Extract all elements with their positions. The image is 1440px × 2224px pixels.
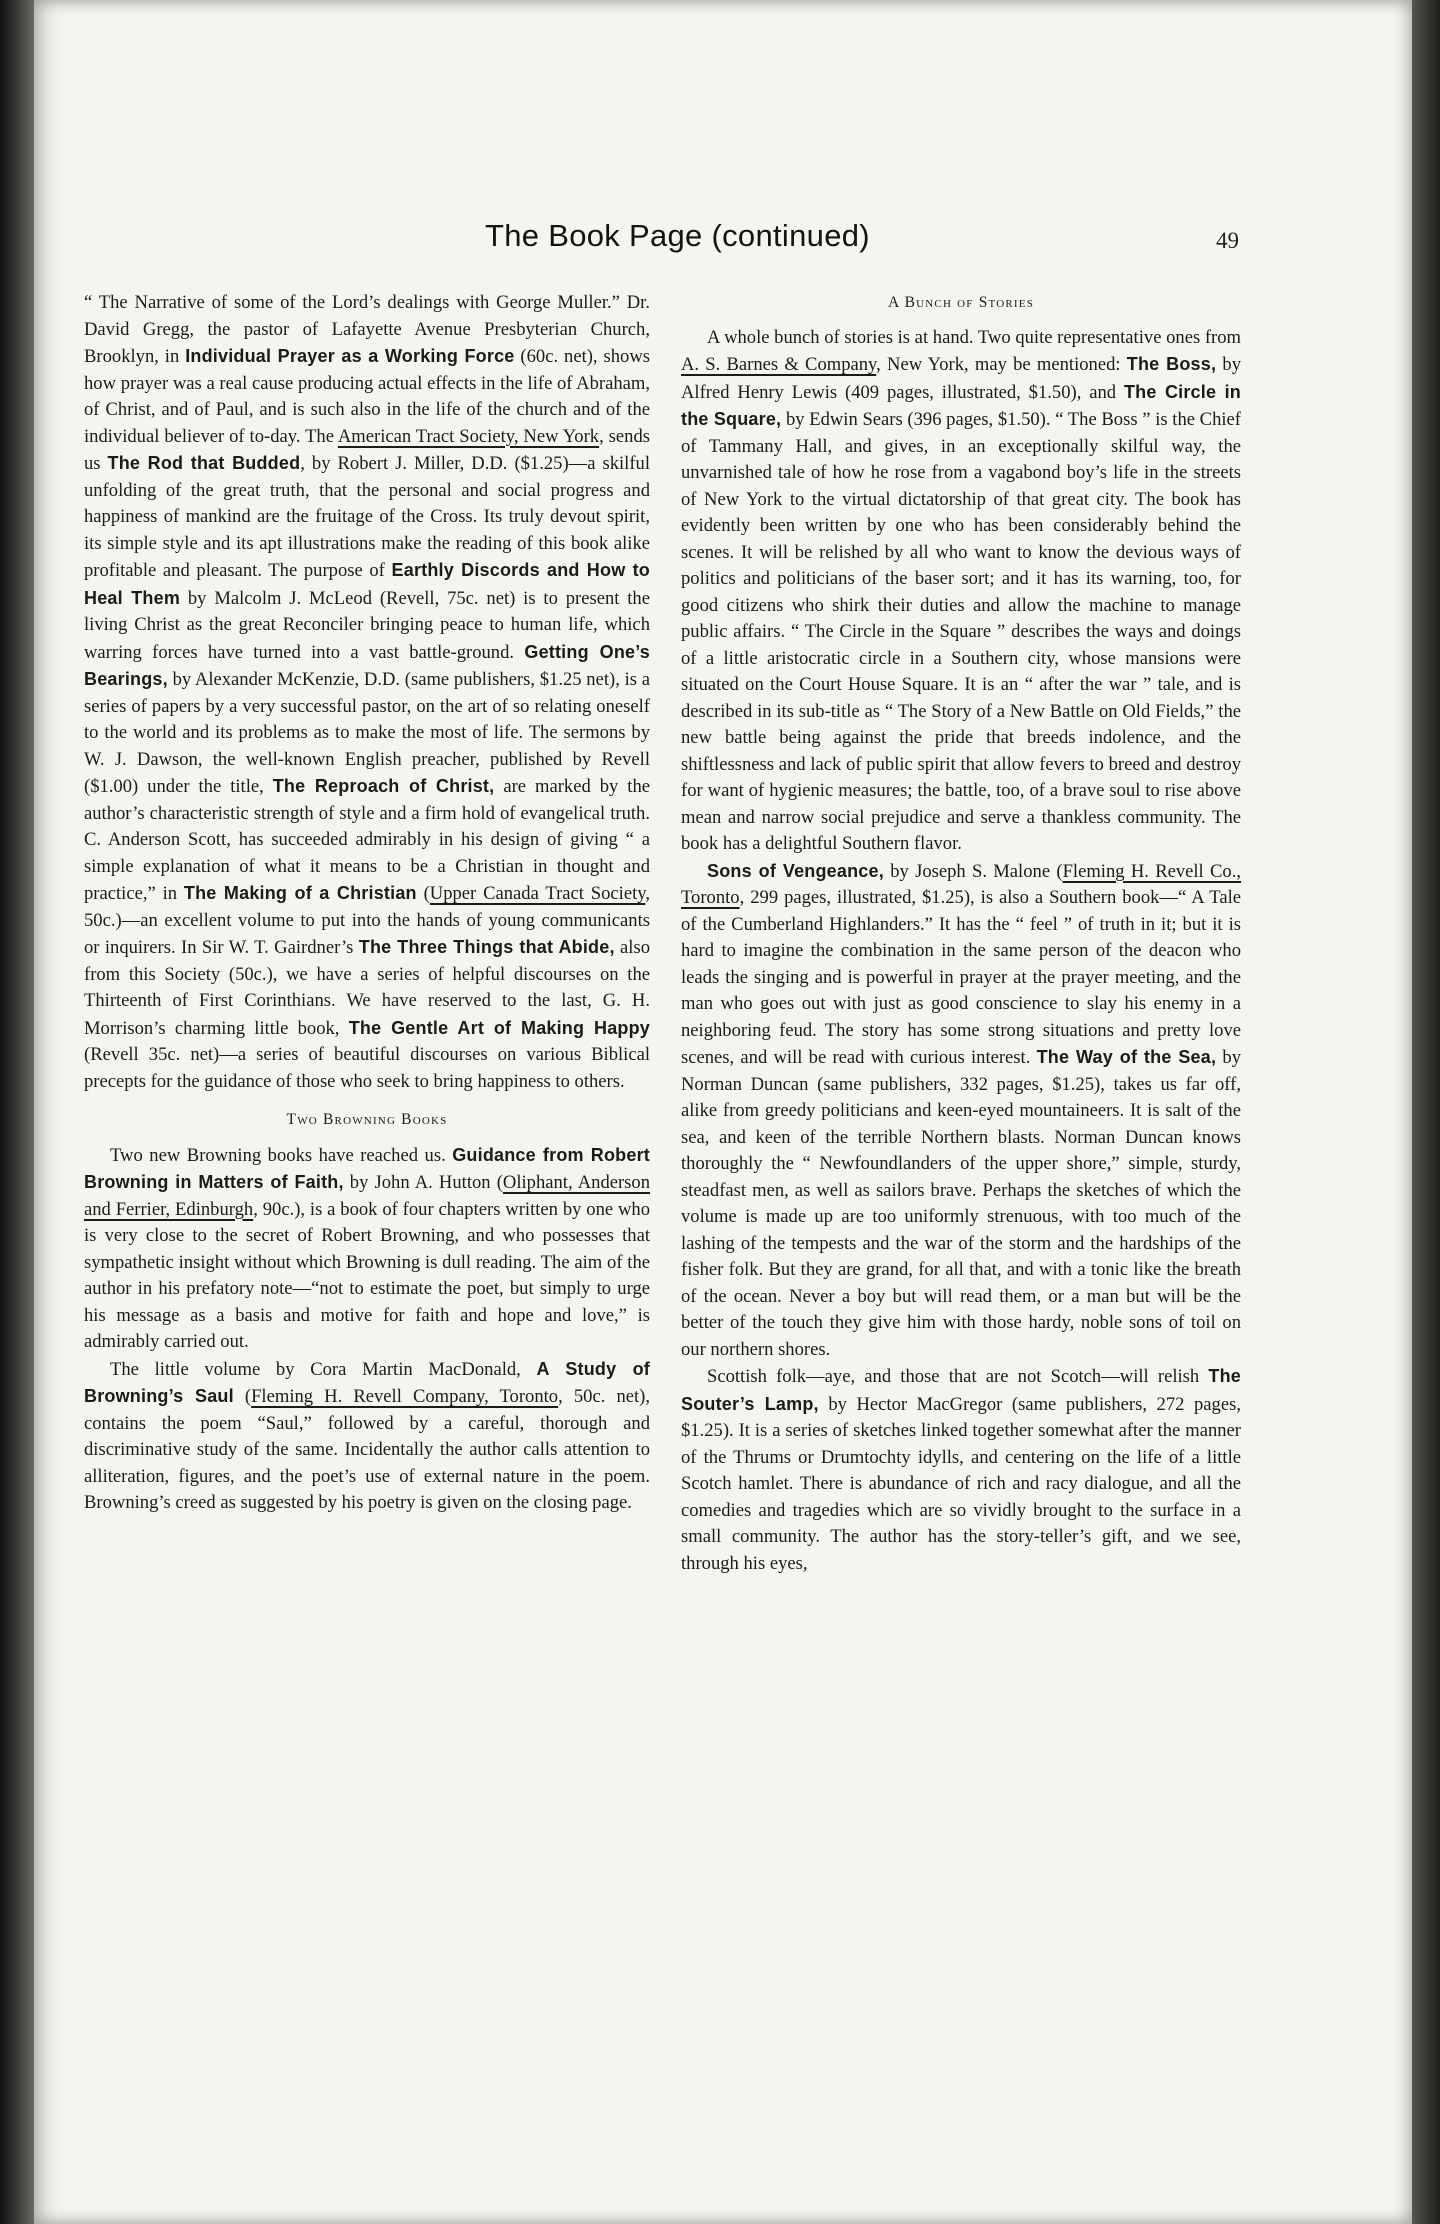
- section-heading-bunch-of-stories: A Bunch of Stories: [887, 294, 1035, 311]
- publisher-underlined: Upper Canada Tract Society: [429, 883, 646, 904]
- paragraph-browning-saul: The little volume by Cora Martin MacDonald, A Study of Browning’s Saul (Fleming H. Revell Company, Toronto, 50c. net), contains the poem “Saul,” followed by a careful, thorough and discriminative study of the same. Incidentally the author calls attention to alliteration, figures, and the poet’s use of external nature in the poem. Browning’s creed as suggested by his poetry is given on the closing page.: [84, 1358, 651, 1513]
- section-heading-two-browning-books: Two Browning Books: [286, 1111, 448, 1128]
- book-title: Getting One’s Bearings,: [84, 641, 650, 689]
- right-column: [681, 290, 1241, 1577]
- running-title: The Book Page (continued): [485, 218, 870, 253]
- book-title: Individual Prayer as a Working Force: [185, 346, 515, 366]
- paragraph-vengeance-and-sea: Sons of Vengeance, by Joseph S. Malone (Fleming H. Revell Co., Toronto, 299 pages, illustrated, $1.25), is also a Southern book—“ A Tale of the Cumberland Highlanders.” It has the “ feel ” of truth in it; but it is hard to imagine the combination in the same person of the deacon who leads the singing and is powerful in prayer at the prayer meeting, and the man who goes out with just as good conscience to slay his enemy in a neighboring feud. The story has some strong situations and pretty love scenes, and will be read with curious interest. The Way of the Sea, by Norman Duncan (same publishers, 332 pages, $1.25), takes us far off, alike from greedy politicians and keen-eyed mountaineers. It is salt of the sea, and keen of the terrible Northern blasts. Norman Duncan knows thoroughly the “ Newfoundlanders of the upper shore,” simple, sturdy, steadfast men, as well as sailors brave. Perhaps the sketches of which the volume is made up are too uniformly strenuous, with too much of the lashing of the tempests and the war of the storm and the hardships of the fisher folk. But they are grand, for all that, and with a tonic like the breath of the ocean. Never a boy but will read them, or a man but will be the better of the touch they give him with those hardy, noble sons of toil on our northern shores.: [681, 860, 1242, 1360]
- book-title: The Souter’s Lamp,: [681, 1366, 1241, 1414]
- book-title: A Study of Browning’s Saul: [84, 1358, 650, 1406]
- book-title: The Making of a Christian: [183, 883, 417, 903]
- book-title: The Way of the Sea,: [1036, 1047, 1217, 1067]
- publisher-underlined: A. S. Barnes & Company: [681, 354, 877, 375]
- publisher-underlined: American Tract Society, New York: [337, 425, 600, 447]
- left-column: [84, 290, 650, 1517]
- paragraph-souters-lamp: Scottish folk—aye, and those that are not Scotch—will relish The Souter’s Lamp, by Hector MacGregor (same publishers, 272 pages, $1.25). It is a series of sketches linked together somewhat after the manner of the Thrums or Drumtochty idylls, and centering on the life of a little Scotch hamlet. There is abundance of rich and racy dialogue, and all the comedies and tragedies which are so vividly brought to the surface in a small community. The author has the story-teller’s gift, and we see, through his eyes,: [681, 1366, 1241, 1574]
- book-title: The Rod that Budded: [107, 453, 301, 473]
- book-title: The Gentle Art of Making Happy: [348, 1017, 651, 1038]
- publisher-underlined: Fleming H. Revell Co., Toronto: [681, 860, 1242, 908]
- publisher-underlined: Fleming H. Revell Company, Toronto: [251, 1386, 559, 1407]
- book-title: Earthly Discords and How to Heal Them: [84, 560, 650, 608]
- book-title: The Boss,: [1126, 354, 1217, 374]
- paragraph-devotional-books: “ The Narrative of some of the Lord’s dealings with George Muller.” Dr. David Gregg, the pastor of Lafayette Avenue Presbyterian Church, Brooklyn, in Individual Prayer as a Working Force (60c. net), shows how prayer was a real cause producing actual effects in the life of Abraham, of Christ, and of Paul, and is such also in the life of the church and of the individual believer of to-day. The American Tract Society, New York, sends us The Rod that Budded, by Robert J. Miller, D.D. ($1.25)—a skilful unfolding of the great truth, that the personal and social progress and happiness of mankind are the fruitage of the Cross. Its truly devout spirit, its simple style and its apt illustrations make the reading of this book alike profitable and pleasant. The purpose of Earthly Discords and How to Heal Them by Malcolm J. McLeod (Revell, 75c. net) is to present the living Christ as the great Reconciler bringing peace to human life, which warring forces have turned into a vast battle-ground. Getting One’s Bearings, by Alexander McKenzie, D.D. (same publishers, $1.25 net), is a series of papers by a very successful pastor, on the art of so relating oneself to the world and its problems as to make the most of life. The sermons by W. J. Dawson, the well-known English preacher, published by Revell ($1.00) under the title, The Reproach of Christ, are marked by the author’s characteristic strength of style and a firm hold of evangelical truth. C. Anderson Scott, has succeeded admirably in his design of giving “ a simple explanation of what it means to be a Christian in thought and practice,” in The Making of a Christian (Upper Canada Tract Society, 50c.)—an excellent volume to put into the hands of young communicants or inquirers. In Sir W. T. Gairdner’s The Three Things that Abide, also from this Society (50c.), we have a series of helpful discourses on the Thirteenth of First Corinthians. We have reserved to the last, G. H. Morrison’s charming little book, The Gentle Art of Making Happy (Revell 35c. net)—a series of beautiful discourses on various Biblical precepts for the guidance of those who seek to bring happiness to others.: [84, 292, 651, 1092]
- book-title: The Three Things that Abide,: [358, 937, 615, 957]
- book-title: The Circle in the Square,: [681, 381, 1241, 429]
- binding-left-edge: [0, 0, 34, 2224]
- publisher-underlined: Oliphant, Anderson and Ferrier, Edinburgh: [84, 1172, 651, 1220]
- binding-right-edge: [1412, 0, 1440, 2224]
- book-title: Guidance from Robert Browning in Matters of Faith,: [84, 1144, 650, 1192]
- book-title: The Reproach of Christ,: [272, 776, 495, 796]
- book-title: Sons of Vengeance,: [707, 860, 884, 881]
- page-number: 49: [1216, 228, 1239, 253]
- paragraph-boss-and-circle: A whole bunch of stories is at hand. Two quite representative ones from A. S. Barnes & Company, New York, may be mentioned: The Boss, by Alfred Henry Lewis (409 pages, illustrated, $1.50), and The Circle in the Square, by Edwin Sears (396 pages, $1.50). “ The Boss ” is the Chief of Tammany Hall, and gives, in an exceptionally skilful way, the unvarnished tale of how he rose from a vagabond boy’s life in the streets of New York to the virtual dictatorship of that great city. The book has evidently been written by one who has been considerably behind the scenes. It will be relished by all who want to know the devious ways of politics and politicians of the baser sort; and it has its warning, too, for good citizens who shirk their duties and allow the machine to manage public affairs. “ The Circle in the Square ” describes the ways and doings of a little aristocratic circle in a Southern city, whose mansions were situated on the Court House Square. It is an “ after the war ” tale, and is described in its sub-title as “ The Story of a New Battle on Old Fields,” the new battle being against the pride that breeds indolence, and the shiftlessness and lack of public spirit that allow fevers to breed and destroy for want of hygienic measures; the battle, too, of a brave soul to rise above mean and narrow social prejudice and serve a thankless community. The book has a delightful Southern flavor.: [681, 326, 1242, 854]
- paragraph-browning-guidance: Two new Browning books have reached us. Guidance from Robert Browning in Matters of Faith, by John A. Hutton (Oliphant, Anderson and Ferrier, Edinburgh, 90c.), is a book of four chapters written by one who is very close to the secret of Robert Browning, and who possesses that sympathetic insight without which Browning is dull reading. The aim of the author in his prefatory note—“not to estimate the poet, but simply to urge his message as a basis and motive for faith and hope and love,” is admirably carried out.: [84, 1144, 651, 1352]
